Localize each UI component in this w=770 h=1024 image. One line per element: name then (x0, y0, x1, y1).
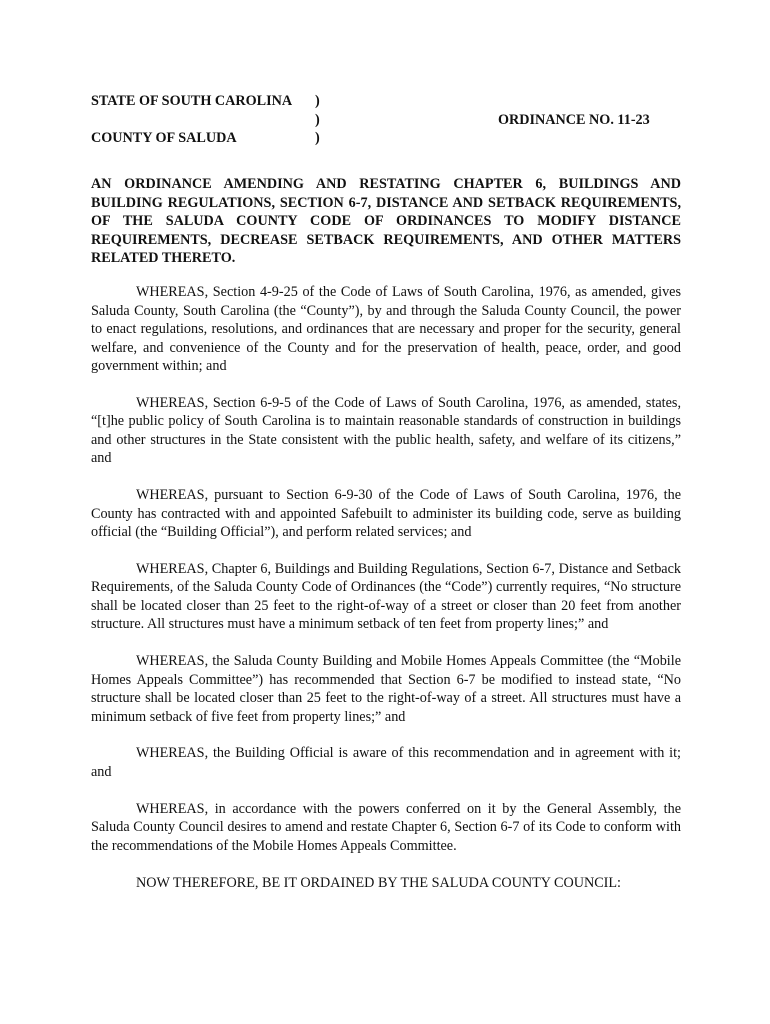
caption-jurisdiction (91, 92, 316, 148)
caption-paren: ) (315, 111, 320, 128)
whereas-paragraph: WHEREAS, Chapter 6, Buildings and Building Regulations, Section 6-7, Distance and Setback Requirements, of the Saluda County Code of Ordinances (the “Code”) currently requires, “No structure shall be located closer than 25 feet to the right-of-way of a street or closer than 20 feet from another structure. All structures must have a minimum setback of ten feet from property lines;” and (91, 560, 681, 633)
ordinance-number: ORDINANCE NO. 11-23 (498, 111, 650, 128)
enacting-clause: NOW THEREFORE, BE IT ORDAINED BY THE SALUDA COUNTY COUNCIL: (136, 874, 621, 891)
whereas-paragraph: WHEREAS, in accordance with the powers conferred on it by the General Assembly, the Saluda County Council desires to amend and restate Chapter 6, Section 6-7 of its Code to conform with the recommendations of the Mobile Homes Appeals Committee. (91, 800, 681, 854)
whereas-paragraph: WHEREAS, Section 6-9-5 of the Code of Laws of South Carolina, 1976, as amended, states, “[t]he public policy of South Carolina is to maintain reasonable standards of construction in buildings and other structures in the State consistent with the public health, safety, and welfare of its citizens,” and (91, 394, 681, 467)
case-caption (91, 92, 681, 152)
caption-blank-line (91, 111, 316, 130)
caption-state: STATE OF SOUTH CAROLINA (91, 93, 293, 109)
whereas-paragraph: WHEREAS, the Building Official is aware of this recommendation and in agreement with it; and (91, 745, 681, 780)
ordinance-body (91, 283, 681, 892)
whereas-paragraph: WHEREAS, pursuant to Section 6-9-30 of the Code of Laws of South Carolina, 1976, the County has contracted with and appointed Safebuilt to administer its building code, serve as building official (the “Building Official”), and perform related services; and (91, 487, 681, 541)
caption-paren: ) (315, 130, 320, 146)
ordinance-title: AN ORDINANCE AMENDING AND RESTATING CHAPTER 6, BUILDINGS AND BUILDING REGULATIONS, SECTION 6-7, DISTANCE AND SETBACK REQUIREMENTS, OF THE SALUDA COUNTY CODE OF ORDINANCES TO MODIFY DISTANCE REQUIREMENTS, DECREASE SETBACK REQUIREMENTS, AND OTHER MATTERS RELATED THERETO. (91, 176, 681, 267)
caption-parentheses (315, 92, 329, 148)
caption-county: COUNTY OF SALUDA (91, 130, 237, 146)
whereas-paragraph: WHEREAS, the Saluda County Building and Mobile Homes Appeals Committee (the “Mobile Homes Appeals Committee”) has recommended that Section 6-7 be modified to instead state, “No structure shall be located closer than 25 feet to the right-of-way of a street. All structures must have a minimum setback of five feet from property lines;” and (91, 653, 681, 725)
caption-paren: ) (315, 93, 320, 109)
whereas-paragraph: WHEREAS, Section 4-9-25 of the Code of Laws of South Carolina, 1976, as amended, gives Saluda County, South Carolina (the “County”), by and through the Saluda County Council, the power to enact regulations, resolutions, and ordinances that are necessary and proper for the security, general welfare, and convenience of the County and for the preservation of health, peace, order, and good government within; and (91, 284, 681, 374)
